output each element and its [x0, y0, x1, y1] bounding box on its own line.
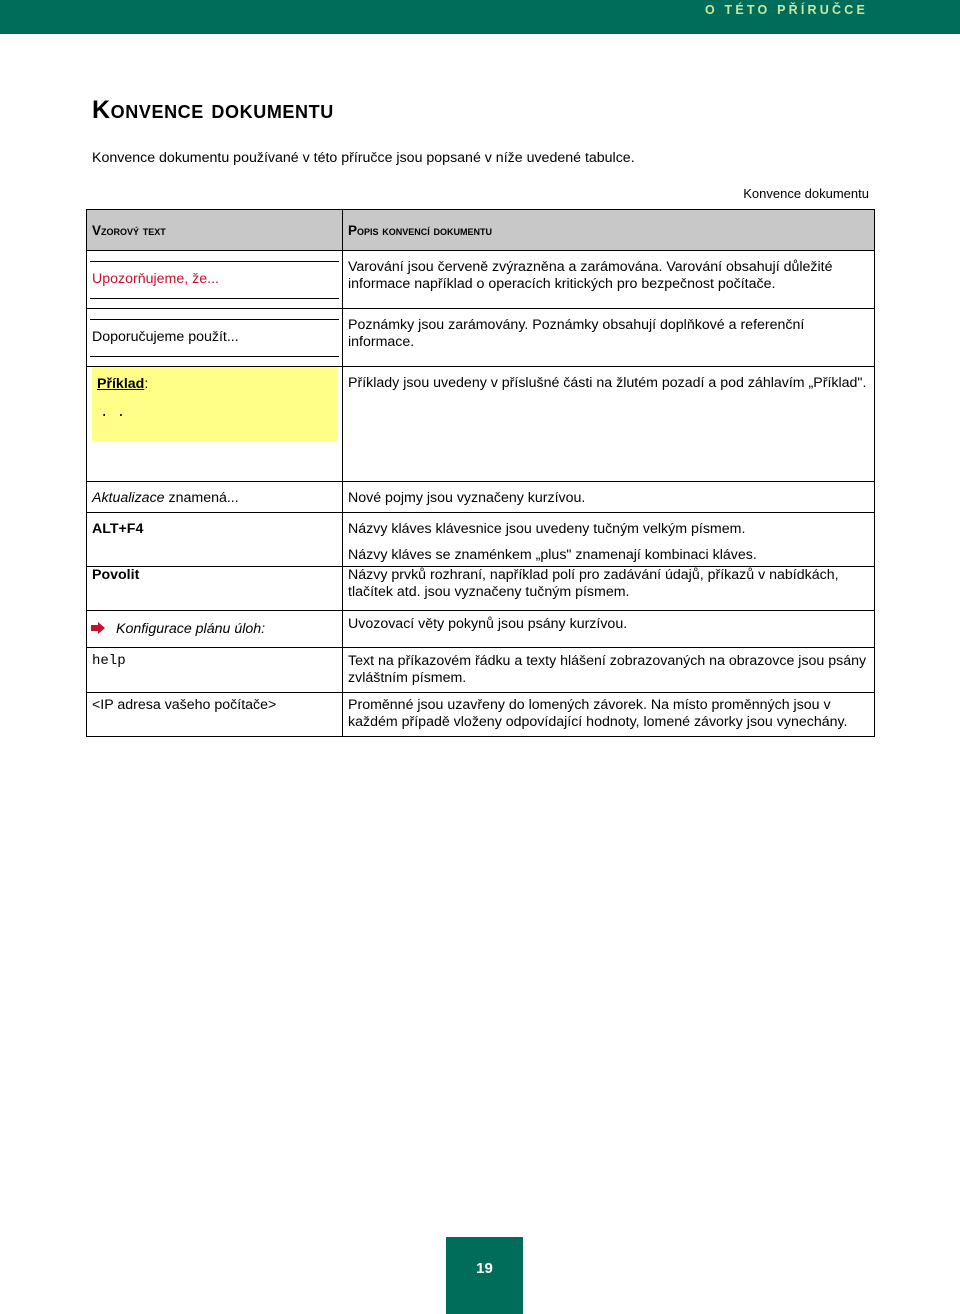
- sample-cell: [87, 567, 343, 611]
- description-cell: [343, 693, 875, 737]
- sample-cell: [87, 513, 343, 567]
- column-header-sample: Vzorový text: [87, 210, 343, 251]
- table-row: [87, 309, 875, 367]
- note-sample: Doporučujeme použít...: [90, 319, 339, 357]
- instruction-sample: [87, 611, 342, 638]
- table-header-row: [87, 210, 875, 251]
- table-row: [87, 367, 875, 482]
- example-label: Příklad: [97, 376, 145, 392]
- running-header: O TÉTO PŘÍRUČCE: [704, 3, 868, 17]
- description-text: Varování jsou červeně zvýrazněna a zarámována. Varování obsahují důležité informace například o operacích kritických pro bezpečnost počítače.: [348, 259, 833, 292]
- intro-paragraph: Konvence dokumentu používané v této příručce jsou popsané v níže uvedené tabulce.: [92, 150, 635, 166]
- description-text: Poznámky jsou zarámovány. Poznámky obsahují doplňkové a referenční informace.: [348, 317, 805, 350]
- sample-cell: [87, 367, 343, 482]
- description-text: Proměnné jsou uzavřeny do lomených závorek. Na místo proměnných jsou v každém případě vloženy odpovídající hodnoty, lomené závorky jsou vynechány.: [348, 697, 848, 730]
- page-number: 19: [446, 1237, 523, 1314]
- table-row: [87, 513, 875, 567]
- description-cell: [343, 251, 875, 309]
- table-row: [87, 611, 875, 648]
- sample-cell: [87, 648, 343, 693]
- sample-cell: [87, 482, 343, 513]
- table-row: [87, 482, 875, 513]
- table-row: [87, 251, 875, 309]
- example-box: [92, 367, 338, 441]
- column-header-description: Popis konvencí dokumentu: [343, 210, 875, 251]
- table-row: [87, 693, 875, 737]
- description-cell: [343, 367, 875, 482]
- sample-cell: [87, 611, 343, 648]
- sample-cell: [87, 693, 343, 737]
- new-term-rest: znamená...: [164, 490, 239, 506]
- description-text-secondary: Názvy kláves se znaménkem „plus" znamenají kombinaci kláves.: [348, 547, 757, 563]
- table-row: [87, 648, 875, 693]
- command-sample: help: [92, 653, 126, 669]
- ui-element-sample: Povolit: [92, 567, 140, 583]
- page-title: Konvence dokumentu: [92, 96, 334, 124]
- warning-sample: Upozorňujeme, že...: [90, 261, 339, 299]
- sample-cell: [87, 251, 343, 309]
- conventions-table: [86, 209, 875, 737]
- description-text: Názvy kláves klávesnice jsou uvedeny tučným velkým písmem.: [348, 521, 746, 537]
- new-term-sample: [87, 482, 342, 507]
- description-cell: [343, 513, 875, 567]
- table-row: [87, 567, 875, 611]
- description-cell: [343, 648, 875, 693]
- description-cell: [343, 567, 875, 611]
- description-cell: [343, 482, 875, 513]
- example-colon: :: [144, 376, 149, 392]
- key-sample: ALT+F4: [92, 521, 144, 537]
- arrow-right-icon: [91, 622, 106, 634]
- sample-cell: [87, 309, 343, 367]
- description-cell: [343, 309, 875, 367]
- example-dots: . .: [100, 405, 126, 421]
- description-text: Nové pojmy jsou vyznačeny kurzívou.: [348, 490, 586, 506]
- description-text: Názvy prvků rozhraní, například polí pro zadávání údajů, příkazů v nabídkách, tlačítek atd. jsou vyznačeny tučným písmem.: [348, 567, 839, 600]
- description-text: Text na příkazovém řádku a texty hlášení zobrazovaných na obrazovce jsou psány zvláštním písmem.: [348, 653, 867, 686]
- description-text: Uvozovací věty pokynů jsou psány kurzívou.: [348, 616, 628, 632]
- description-cell: [343, 611, 875, 648]
- new-term-italic: Aktualizace: [92, 490, 165, 506]
- instruction-italic: Konfigurace plánu úloh:: [116, 621, 266, 637]
- variable-sample: <IP adresa vašeho počítače>: [92, 697, 277, 713]
- table-caption: Konvence dokumentu: [743, 186, 869, 201]
- page-header-bar: [0, 0, 960, 34]
- description-text: Příklady jsou uvedeny v příslušné části na žlutém pozadí a pod záhlavím „Příklad".: [348, 375, 867, 391]
